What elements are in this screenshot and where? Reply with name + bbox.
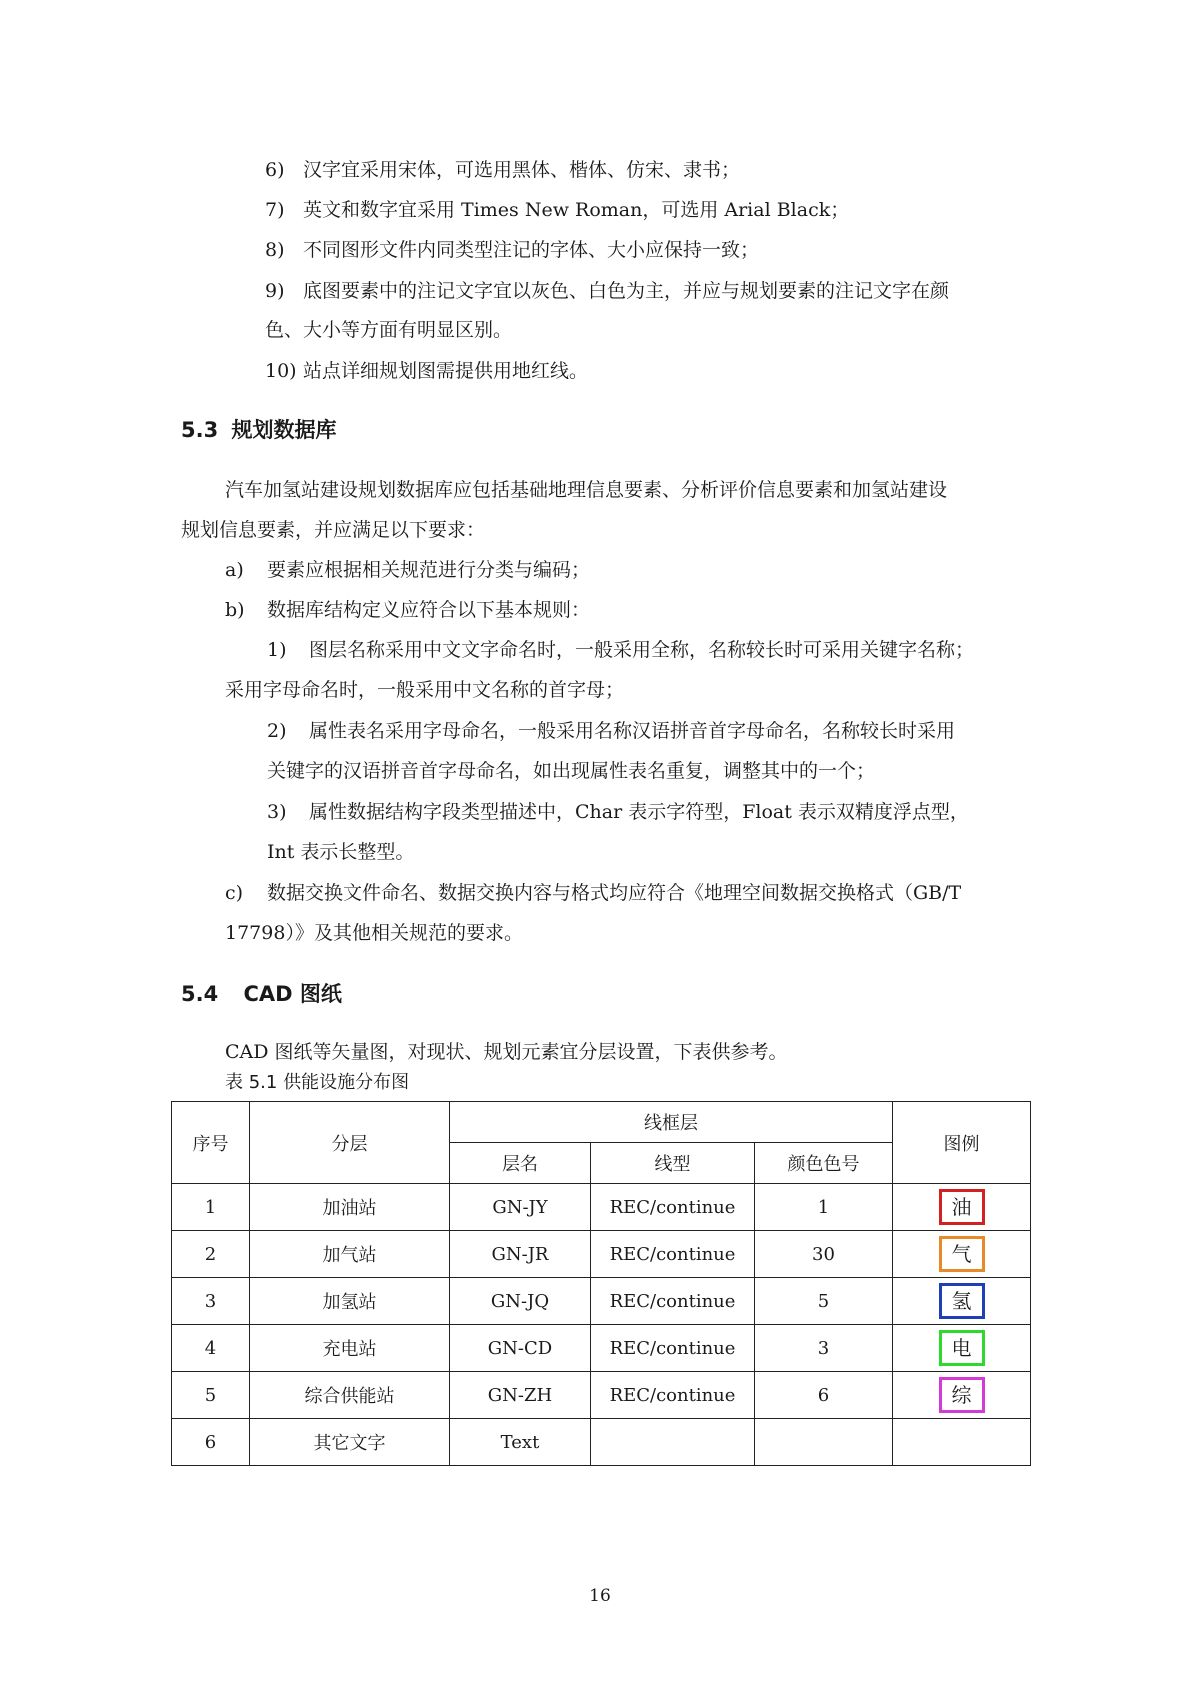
- cell-seq: 1: [172, 1184, 250, 1231]
- list-item-b: [225, 598, 590, 622]
- section-title: 规划数据库: [231, 418, 337, 442]
- list-item-b2-continuation: 关键字的汉语拼音首字母命名，如出现属性表名重复，调整其中的一个；: [267, 760, 876, 782]
- cell-line-type: REC/continue: [591, 1325, 755, 1372]
- cell-layer: 综合供能站: [250, 1372, 450, 1419]
- list-text: 数据交换文件命名、数据交换内容与格式均应符合《地理空间数据交换格式（GB/T: [267, 882, 962, 904]
- list-item-b2: [267, 719, 955, 743]
- legend-symbol: 油: [939, 1189, 985, 1225]
- table-row: [172, 1231, 1031, 1278]
- list-marker: a): [225, 559, 244, 581]
- cell-layer: 充电站: [250, 1325, 450, 1372]
- list-text: 图层名称采用中文文字命名时，一般采用全称，名称较长时可采用关键字名称；: [309, 639, 975, 661]
- legend-symbol: 综: [939, 1377, 985, 1413]
- list-text: 色、大小等方面有明显区别。: [265, 319, 513, 341]
- table-header-row: [172, 1102, 1031, 1143]
- list-marker: b): [225, 599, 245, 621]
- table-row: [172, 1372, 1031, 1419]
- list-marker: 10): [265, 360, 297, 382]
- list-item-9-continuation: [265, 318, 512, 342]
- header-color-no: 颜色色号: [755, 1143, 893, 1184]
- page-number: 16: [589, 1586, 611, 1606]
- list-item-7: [265, 198, 849, 222]
- header-layer: 分层: [250, 1102, 450, 1184]
- header-layer-name: 层名: [450, 1143, 591, 1184]
- paragraph-line: 规划信息要素，并应满足以下要求：: [181, 519, 486, 541]
- section-number: 5.4: [181, 982, 219, 1006]
- cell-layer-name: GN-JY: [450, 1184, 591, 1231]
- table-row: [172, 1278, 1031, 1325]
- list-item-10: [265, 359, 588, 383]
- cell-color-no: [755, 1419, 893, 1466]
- list-item-b3: [267, 800, 969, 824]
- header-legend: 图例: [893, 1102, 1031, 1184]
- cell-layer-name: GN-JR: [450, 1231, 591, 1278]
- list-text: 英文和数字宜采用 Times New Roman，可选用 Arial Black；: [303, 199, 850, 221]
- list-text: 属性数据结构字段类型描述中，Char 表示字符型，Float 表示双精度浮点型，: [309, 801, 969, 823]
- cell-legend: [893, 1231, 1031, 1278]
- cell-legend: [893, 1372, 1031, 1419]
- cell-layer: 加氢站: [250, 1278, 450, 1325]
- table-row: [172, 1184, 1031, 1231]
- list-marker: 8): [265, 239, 285, 261]
- cell-seq: 6: [172, 1419, 250, 1466]
- table-caption: 表 5.1 供能设施分布图: [225, 1072, 410, 1093]
- cell-seq: 2: [172, 1231, 250, 1278]
- list-item-8: [265, 238, 759, 262]
- cell-layer-name: GN-CD: [450, 1325, 591, 1372]
- table-row: [172, 1419, 1031, 1466]
- cell-line-type: [591, 1419, 755, 1466]
- cell-line-type: REC/continue: [591, 1278, 755, 1325]
- cell-seq: 4: [172, 1325, 250, 1372]
- list-item-b1-continuation: 采用字母命名时，一般采用中文名称的首字母；: [225, 679, 625, 701]
- list-marker: 6): [265, 159, 285, 181]
- cell-layer: 加气站: [250, 1231, 450, 1278]
- cell-color-no: 1: [755, 1184, 893, 1231]
- list-text: 数据库结构定义应符合以下基本规则：: [267, 599, 591, 621]
- header-frame-layer: 线框层: [450, 1102, 893, 1143]
- cell-line-type: REC/continue: [591, 1372, 755, 1419]
- list-marker: 9): [265, 280, 285, 302]
- cell-layer-name: Text: [450, 1419, 591, 1466]
- header-line-type: 线型: [591, 1143, 755, 1184]
- section-heading-5-3: [181, 417, 337, 443]
- list-text: 要素应根据相关规范进行分类与编码；: [267, 559, 591, 581]
- list-item-c-continuation: 17798）》及其他相关规范的要求。: [225, 922, 523, 944]
- cell-color-no: 6: [755, 1372, 893, 1419]
- list-item-b3-continuation: Int 表示长整型。: [267, 841, 415, 863]
- list-text: 站点详细规划图需提供用地红线。: [303, 360, 589, 382]
- list-marker: 2): [267, 720, 287, 742]
- header-seq: 序号: [172, 1102, 250, 1184]
- list-marker: 7): [265, 199, 285, 221]
- section-number: 5.3: [181, 418, 219, 442]
- list-item-6: [265, 158, 740, 182]
- cell-layer-name: GN-JQ: [450, 1278, 591, 1325]
- list-marker: 1): [267, 639, 287, 661]
- cell-color-no: 3: [755, 1325, 893, 1372]
- section-title: CAD 图纸: [243, 982, 342, 1006]
- cell-legend: [893, 1184, 1031, 1231]
- cell-seq: 3: [172, 1278, 250, 1325]
- list-item-b1: [267, 638, 974, 662]
- list-marker: 3): [267, 801, 287, 823]
- cell-line-type: REC/continue: [591, 1231, 755, 1278]
- cell-seq: 5: [172, 1372, 250, 1419]
- list-item-c: [225, 881, 961, 905]
- cell-legend: [893, 1278, 1031, 1325]
- paragraph-line: 汽车加氢站建设规划数据库应包括基础地理信息要素、分析评价信息要素和加氢站建设: [225, 479, 948, 501]
- list-text: 不同图形文件内同类型注记的字体、大小应保持一致；: [303, 239, 760, 261]
- facility-layer-table: [171, 1101, 1031, 1466]
- paragraph-line: CAD 图纸等矢量图，对现状、规划元素宜分层设置，下表供参考。: [225, 1041, 788, 1063]
- list-text: 底图要素中的注记文字宜以灰色、白色为主，并应与规划要素的注记文字在颜: [303, 280, 950, 302]
- cell-layer-name: GN-ZH: [450, 1372, 591, 1419]
- cell-legend: [893, 1419, 1031, 1466]
- list-marker: c): [225, 882, 244, 904]
- table-row: [172, 1325, 1031, 1372]
- cell-color-no: 30: [755, 1231, 893, 1278]
- cell-layer: 加油站: [250, 1184, 450, 1231]
- legend-symbol: 电: [939, 1330, 985, 1366]
- list-text: 汉字宜采用宋体，可选用黑体、楷体、仿宋、隶书；: [303, 159, 741, 181]
- cell-line-type: REC/continue: [591, 1184, 755, 1231]
- section-heading-5-4: [181, 981, 342, 1007]
- cell-color-no: 5: [755, 1278, 893, 1325]
- list-item-9: [265, 279, 949, 303]
- list-text: 属性表名采用字母命名，一般采用名称汉语拼音首字母命名，名称较长时采用: [309, 720, 956, 742]
- legend-symbol: 氢: [939, 1283, 985, 1319]
- legend-symbol: 气: [939, 1236, 985, 1272]
- cell-legend: [893, 1325, 1031, 1372]
- cell-layer: 其它文字: [250, 1419, 450, 1466]
- list-item-a: [225, 558, 590, 582]
